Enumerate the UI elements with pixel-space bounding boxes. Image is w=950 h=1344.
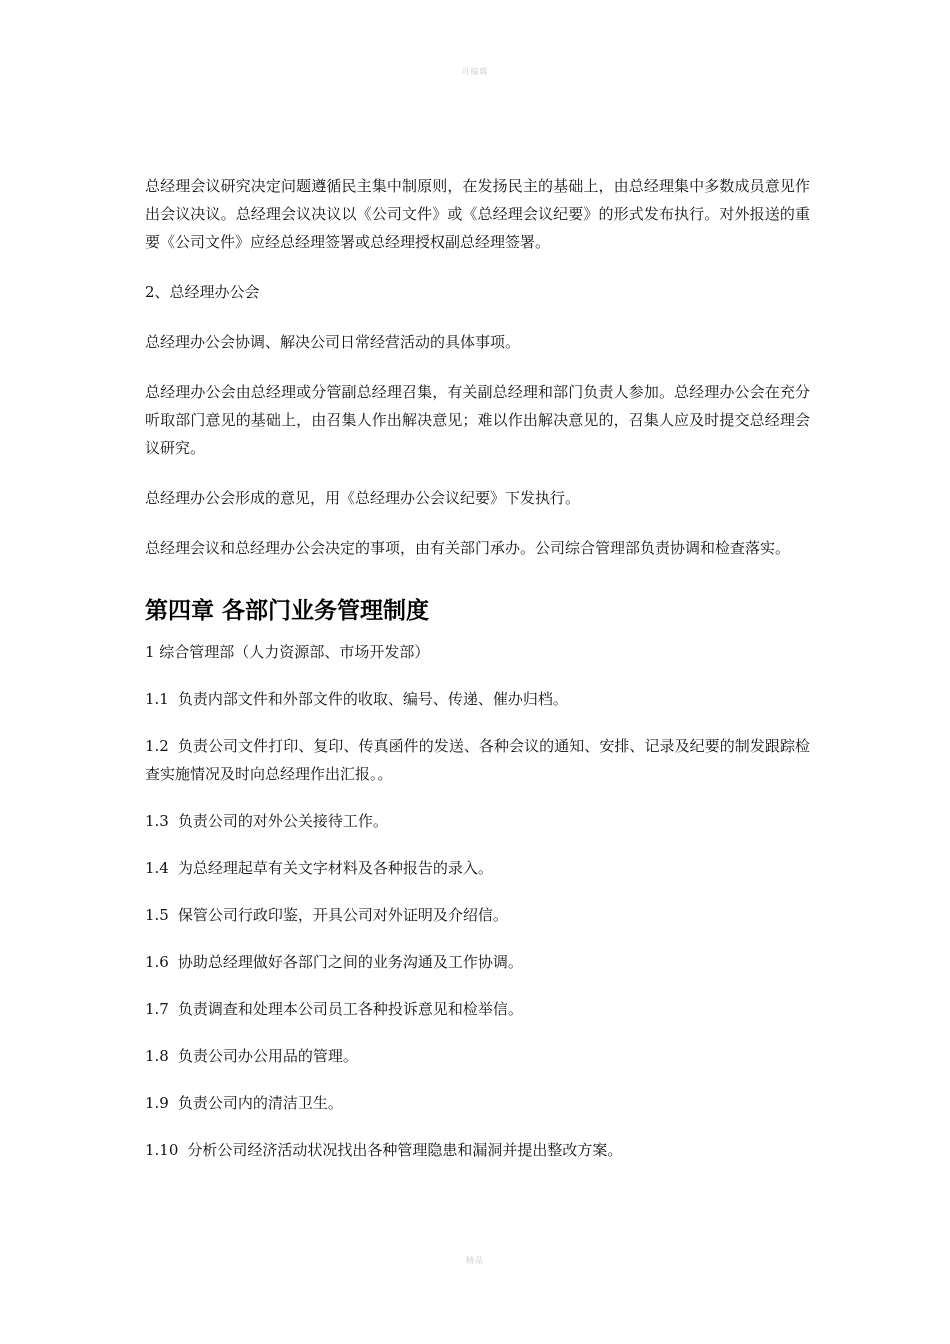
list-item — [145, 807, 810, 835]
paragraph-office-meeting-minutes: 总经理办公会形成的意见，用《总经理办公会议纪要》下发执行。 — [145, 489, 581, 507]
item-text: 负责公司文件打印、复印、传真函件的发送、各种会议的通知、安排、记录及纪要的制发跟踪检查实施情况及时向总经理作出汇报。。 — [145, 737, 810, 783]
list-item — [145, 948, 810, 976]
list-item — [145, 995, 810, 1023]
item-number: 1.2 — [145, 737, 169, 755]
item-number: 1.6 — [145, 953, 169, 971]
list-item — [145, 1089, 810, 1117]
list-item — [145, 854, 810, 882]
item-text: 负责内部文件和外部文件的收取、编号、传递、催办归档。 — [177, 690, 568, 708]
item-text: 负责调查和处理本公司员工各种投诉意见和检举信。 — [177, 1000, 523, 1018]
item-text: 负责公司内的清洁卫生。 — [177, 1094, 343, 1112]
list-item — [145, 732, 810, 788]
item-text: 负责公司办公用品的管理。 — [177, 1047, 358, 1065]
item-number: 1.9 — [145, 1094, 169, 1112]
item-text: 分析公司经济活动状况找出各种管理隐患和漏洞并提出整改方案。 — [187, 1141, 623, 1159]
watermark-top: 可编辑 — [461, 67, 489, 76]
paragraph-meeting-principle: 总经理会议研究决定问题遵循民主集中制原则，在发扬民主的基础上，由总经理集中多数成员意见作出会议决议。总经理会议决议以《公司文件》或《总经理会议纪要》的形式发布执行。对外报送的重要《公司文件》应经总经理签署或总经理授权副总经理签署。 — [145, 177, 810, 251]
item-number: 1.7 — [145, 1000, 169, 1018]
paragraph-office-meeting-heading: 2、总经理办公会 — [145, 283, 260, 301]
list-item — [145, 1042, 810, 1070]
list-item — [145, 901, 810, 929]
watermark-bottom: 精品 — [466, 1256, 484, 1265]
item-text: 负责公司的对外公关接待工作。 — [177, 812, 388, 830]
section-heading: 1 综合管理部（人力资源部、市场开发部） — [145, 643, 430, 661]
document-body — [145, 172, 810, 1183]
list-item — [145, 1136, 810, 1164]
item-number: 1.8 — [145, 1047, 169, 1065]
paragraph-office-meeting-convening: 总经理办公会由总经理或分管副总经理召集，有关副总经理和部门负责人参加。总经理办公会在充分听取部门意见的基础上，由召集人作出解决意见；难以作出解决意见的，召集人应及时提交总经理会议研究。 — [145, 383, 810, 457]
item-number: 1.3 — [145, 812, 169, 830]
paragraph-decision-implementation: 总经理会议和总经理办公会决定的事项，由有关部门承办。公司综合管理部负责协调和检查落实。 — [145, 539, 791, 557]
item-number: 1.10 — [145, 1141, 179, 1159]
item-text: 协助总经理做好各部门之间的业务沟通及工作协调。 — [177, 953, 523, 971]
item-text: 为总经理起草有关文字材料及各种报告的录入。 — [177, 859, 493, 877]
item-number: 1.4 — [145, 859, 169, 877]
item-number: 1.5 — [145, 906, 169, 924]
chapter-title: 第四章 各部门业务管理制度 — [145, 598, 430, 624]
item-text: 保管公司行政印鉴，开具公司对外证明及介绍信。 — [177, 906, 508, 924]
list-item — [145, 685, 810, 713]
paragraph-office-meeting-scope: 总经理办公会协调、解决公司日常经营活动的具体事项。 — [145, 333, 521, 351]
item-number: 1.1 — [145, 690, 169, 708]
